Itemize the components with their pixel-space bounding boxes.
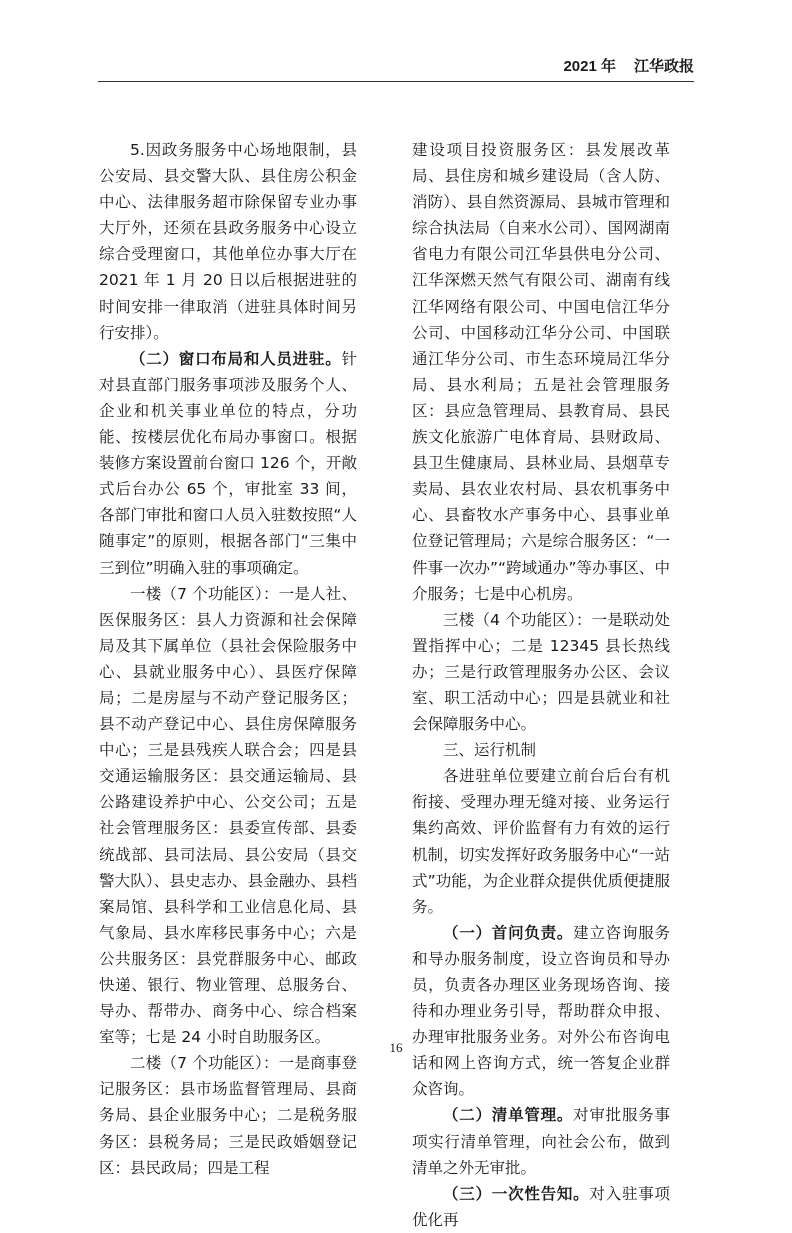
paragraph: 二楼（7 个功能区）：一是商事登记服务区：县市场监督管理局、县商务局、县企业服务中心；二是税务服务区：县税务局；三是民政婚姻登记区：县民政局；四是工程: [99, 1054, 357, 1177]
paragraph-text: 针对县直部门服务事项涉及服务个人、企业和机关事业单位的特点，分功能、按楼层优化布局办事窗口。根据装修方案设置前台窗口 126 个，开敞式后台办公 65 个，审批室 33 间，各部门审批和窗口人员入驻数按照“人随事定”的原则，根据各部门“三集中三到位”明确入驻的事项确定。: [99, 349, 357, 577]
header-title: 江华政报: [633, 57, 694, 75]
page-header: [98, 52, 694, 78]
section-heading: （二）窗口布局和人员进驻。: [130, 349, 342, 368]
paragraph: [412, 920, 670, 1103]
subsection-heading: （二）清单管理。: [443, 1106, 574, 1125]
header-rule: [98, 81, 694, 82]
paragraph: [99, 346, 357, 581]
header-year: 2021 年: [563, 57, 616, 75]
subsection-heading: （一）首问负责。: [443, 923, 574, 942]
paragraph: 建设项目投资服务区：县发展改革局、县住房和城乡建设局（含人防、消防）、县自然资源局、县城市管理和综合执法局（自来水公司）、国网湖南省电力有限公司江华县供电分公司、江华深燃天然气有限公司、湖南有线江华网络有限公司、中国电信江华分公司、中国移动江华分公司、中国联通江华分公司、市生态环境局江华分局、县水利局；五是社会管理服务区：县应急管理局、县教育局、县民族文化旅游广电体育局、县财政局、县卫生健康局、县林业局、县烟草专卖局、县农业农村局、县农机事务中心、县畜牧水产事务中心、县事业单位登记管理局；六是综合服务区：“一件事一次办”“跨域通办”等办事区、中介服务；七是中心机房。: [412, 141, 670, 603]
page-number: 16: [389, 1040, 403, 1055]
right-column: [412, 137, 670, 1233]
paragraph: 各进驻单位要建立前台后台有机衔接、受理办理无缝对接、业务运行集约高效、评价监督有力有效的运行机制，切实发挥好政务服务中心“一站式”功能，为企业群众提供优质便捷服务。: [412, 767, 670, 916]
paragraph-text: 对审批服务事项实行清单管理，向社会公布，做到清单之外无审批。: [412, 1106, 670, 1177]
paragraph: 三楼（4 个功能区）：一是联动处置指挥中心；二是 12345 县长热线办；三是行政管理服务办公区、会议室、职工活动中心；四是县就业和社会保障服务中心。: [412, 610, 670, 734]
paragraph: 5.因政务服务中心场地限制，县公安局、县交警大队、县住房公积金中心、法律服务超市除保留专业办事大厅外，还须在县政务服务中心设立综合受理窗口，其他单位办事大厅在 2021 年 1 月 20 日以后根据进驻的时间安排一律取消（进驻具体时间另行安排）。: [99, 141, 357, 342]
paragraph-text: 对入驻事项优化再: [412, 1184, 670, 1229]
section-heading: 三、运行机制: [443, 741, 537, 760]
paragraph-text: 建立咨询服务和导办服务制度，设立咨询员和导办员，负责各办理区业务现场咨询、接待和办理业务引导，帮助群众申报、办理审批服务业务。对外公布咨询电话和网上咨询方式，统一答复企业群众咨询。: [412, 923, 670, 1099]
subsection-heading: （三）一次性告知。: [443, 1184, 590, 1203]
paragraph: 一楼（7 个功能区）：一是人社、医保服务区：县人力资源和社会保障局及其下属单位（县社会保险服务中心、县就业服务中心）、县医疗保障局；二是房屋与不动产登记服务区；县不动产登记中心、县住房保障服务中心；三是县残疾人联合会；四是县交通运输服务区：县交通运输局、县公路建设养护中心、公交公司；五是社会管理服务区：县委宣传部、县委统战部、县司法局、县公安局（县交警大队）、县史志办、县金融办、县档案局馆、县科学和工业信息化局、县气象局、县水库移民事务中心；六是公共服务区：县党群服务中心、邮政快递、银行、物业管理、总服务台、导办、帮带办、商务中心、综合档案室等；七是 24 小时自助服务区。: [99, 584, 357, 1047]
left-column: [99, 137, 357, 1181]
paragraph: [412, 1181, 670, 1233]
paragraph: [412, 1102, 670, 1180]
